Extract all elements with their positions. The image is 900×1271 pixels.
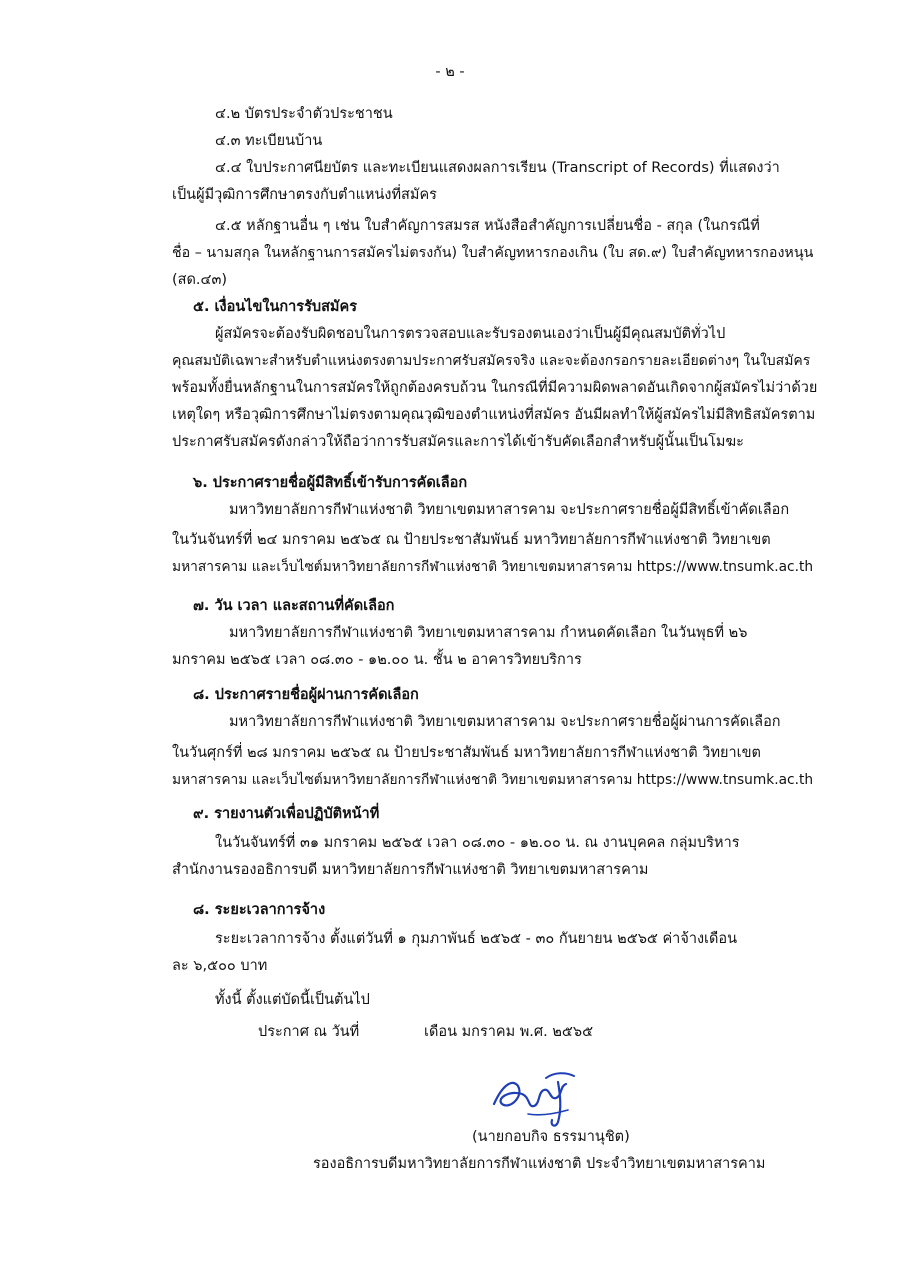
section-9-heading: ๙. รายงานตัวเพื่อปฏิบัติหน้าที่ [193, 806, 380, 822]
closing-statement: ทั้งนี้ ตั้งแต่บัดนี้เป็นต้นไป [215, 992, 370, 1008]
section-employment-line-2: ละ ๖,๕๐๐ บาท [172, 958, 268, 974]
page-number: - ๒ - [435, 64, 465, 80]
section-9-line-1: ในวันจันทร์ที่ ๓๑ มกราคม ๒๕๖๕ เวลา ๐๘.๓๐ - ๑๒.๐๐ น. ณ งานบุคคล กลุ่มบริหาร [215, 835, 740, 851]
section-5-line-2: คุณสมบัติเฉพาะสำหรับตำแหน่งตรงตามประกาศรับสมัครจริง และจะต้องกรอกรายละเอียดต่างๆ ในใบสมัคร [172, 353, 811, 369]
section-6-line-2: ในวันจันทร์ที่ ๒๔ มกราคม ๒๕๖๕ ณ ป้ายประชาสัมพันธ์ มหาวิทยาลัยการกีฬาแห่งชาติ วิทยาเขต [172, 532, 771, 548]
section-6-heading: ๖. ประกาศรายชื่อผู้มีสิทธิ์เข้ารับการคัดเลือก [193, 475, 468, 491]
announce-date: เดือน มกราคม พ.ศ. ๒๕๖๕ [424, 1024, 594, 1040]
section-6-line-1: มหาวิทยาลัยการกีฬาแห่งชาติ วิทยาเขตมหาสารคาม จะประกาศรายชื่อผู้มีสิทธิ์เข้าคัดเลือก [229, 502, 790, 518]
section-5-heading: ๕. เงื่อนไขในการรับสมัคร [193, 299, 357, 315]
section-5-line-3: พร้อมทั้งยื่นหลักฐานในการสมัครให้ถูกต้องครบถ้วน ในกรณีที่มีความผิดพลาดอันเกิดจากผู้สมัครไม่ว่าด้วย [172, 380, 818, 396]
signatory-position: รองอธิการบดีมหาวิทยาลัยการกีฬาแห่งชาติ ประจำวิทยาเขตมหาสารคาม [313, 1156, 766, 1172]
section-8-line-1: มหาวิทยาลัยการกีฬาแห่งชาติ วิทยาเขตมหาสารคาม จะประกาศรายชื่อผู้ผ่านการคัดเลือก [229, 714, 781, 730]
section-9-line-2: สำนักงานรองอธิการบดี มหาวิทยาลัยการกีฬาแห่งชาติ วิทยาเขตมหาสารคาม [172, 862, 649, 878]
signatory-name: (นายกอบกิจ ธรรมานุชิต) [472, 1129, 630, 1145]
section-7-line-2: มกราคม ๒๕๖๕ เวลา ๐๘.๓๐ - ๑๒.๐๐ น. ชั้น ๒ อาคารวิทยบริการ [172, 652, 582, 668]
item-4-3: ๔.๓ ทะเบียนบ้าน [215, 133, 323, 149]
section-8-line-3: มหาสารคาม และเว็บไซต์มหาวิทยาลัยการกีฬาแห่งชาติ วิทยาเขตมหาสารคาม https://www.tnsumk.ac.th [172, 772, 814, 788]
item-4-4-line-1: ๔.๔ ใบประกาศนียบัตร และทะเบียนแสดงผลการเรียน (Transcript of Records) ที่แสดงว่า [215, 160, 780, 176]
section-8-heading: ๘. ประกาศรายชื่อผู้ผ่านการคัดเลือก [193, 687, 419, 703]
item-4-5-line-1: ๔.๕ หลักฐานอื่น ๆ เช่น ใบสำคัญการสมรส หนังสือสำคัญการเปลี่ยนชื่อ - สกุล (ในกรณีที่ [215, 218, 760, 234]
section-5-line-1: ผู้สมัครจะต้องรับผิดชอบในการตรวจสอบและรับรองตนเองว่าเป็นผู้มีคุณสมบัติทั่วไป [215, 326, 726, 342]
section-employment-line-1: ระยะเวลาการจ้าง ตั้งแต่วันที่ ๑ กุมภาพันธ์ ๒๕๖๕ - ๓๐ กันยายน ๒๕๖๕ ค่าจ้างเดือน [215, 931, 738, 947]
item-4-5-line-2: ชื่อ – นามสกุล ในหลักฐานการสมัครไม่ตรงกัน) ใบสำคัญทหารกองเกิน (ใบ สด.๙) ใบสำคัญทหารกองหนุน [172, 245, 814, 261]
handwritten-signature [488, 1064, 588, 1130]
section-6-line-3: มหาสารคาม และเว็บไซต์มหาวิทยาลัยการกีฬาแห่งชาติ วิทยาเขตมหาสารคาม https://www.tnsumk.ac.th [172, 559, 814, 575]
item-4-4-line-2: เป็นผู้มีวุฒิการศึกษาตรงกับตำแหน่งที่สมัคร [172, 187, 437, 203]
section-5-line-5: ประกาศรับสมัครดังกล่าวให้ถือว่าการรับสมัครและการได้เข้ารับคัดเลือกสำหรับผู้นั้นเป็นโมฆะ [172, 434, 744, 450]
item-4-2: ๔.๒ บัตรประจำตัวประชาชน [215, 106, 393, 122]
section-7-line-1: มหาวิทยาลัยการกีฬาแห่งชาติ วิทยาเขตมหาสารคาม กำหนดคัดเลือก ในวันพุธที่ ๒๖ [229, 625, 748, 641]
section-7-heading: ๗. วัน เวลา และสถานที่คัดเลือก [193, 598, 395, 614]
section-5-line-4: เหตุใดๆ หรือวุฒิการศึกษาไม่ตรงตามคุณวุฒิของตำแหน่งที่สมัคร อันมีผลทำให้ผู้สมัครไม่มีสิทธิสมัครตาม [172, 407, 816, 423]
section-employment-heading: ๘. ระยะเวลาการจ้าง [193, 902, 326, 918]
item-4-5-line-3: (สด.๔๓) [172, 272, 228, 288]
section-8-line-2: ในวันศุกร์ที่ ๒๘ มกราคม ๒๕๖๕ ณ ป้ายประชาสัมพันธ์ มหาวิทยาลัยการกีฬาแห่งชาติ วิทยาเขต [172, 745, 761, 761]
announce-prefix: ประกาศ ณ วันที่ [258, 1024, 360, 1040]
